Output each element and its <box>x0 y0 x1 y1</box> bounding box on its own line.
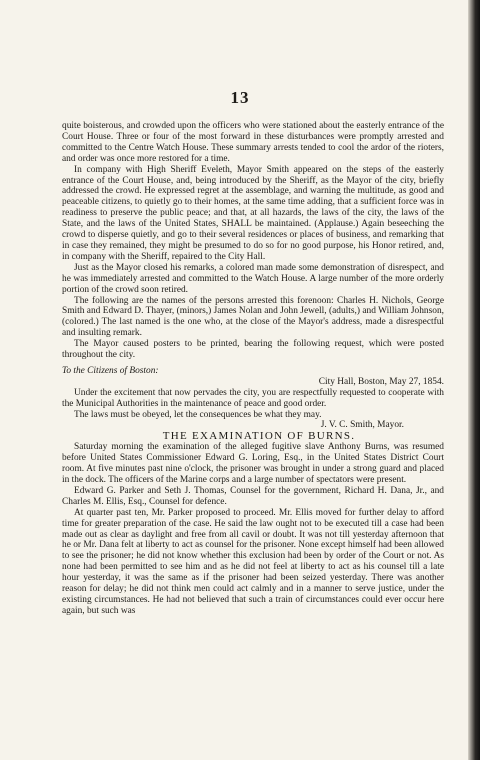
paragraph: The following are the names of the persons arrested this forenoon: Charles H. Nichols, George Smith and Edward D. Thayer, (minors,) James Nolan and John Jewell, (adults,) and William Johnson, (colored.) The last named is the one who, at the close of the Mayor's address, made a disrespectful and insulting remark. <box>62 295 444 339</box>
paragraph: At quarter past ten, Mr. Parker proposed to proceed. Mr. Ellis moved for further delay to afford time for greater preparation of the case. He said the law ought not to be executed till a case had been made out as clear as daylight and free from all cavil or doubt. It was not till yesterday afternoon that he or Mr. Dana felt at liberty to act as counsel for the prisoner. None except himself had been allowed to see the prisoner; he did not know whether this exclusion had been by order of the Court or not. As none had been permitted to see him and as he did not feel at liberty to act as his counsel till a late hour yesterday, it was the same as if the prisoner had been seized yesterday. There was another reason for delay; he did not think men could act calmly and in a manner to serve justice, under the existing circumstances. He had not believed that such a train of circumstances could ever occur here again, but such was <box>62 507 444 616</box>
paragraph: In company with High Sheriff Eveleth, Mayor Smith appeared on the steps of the easterly entrance of the Court House, and, being introduced by the Sheriff, as the Mayor of the city, briefly addressed the crowd. He expressed regret at the assemblage, and warning the multitude, as good and peaceable citizens, to quietly go to their homes, at the same time adding, that a sufficient force was in readiness to preserve the public peace; and that, at all hazards, the laws of the city, the laws of the State, and the laws of the United States, SHALL be maintained. (Applause.) Again beseeching the crowd to disperse quietly, and go to their several residences or places of business, and remarking that in case they remained, they might be presumed to do so for no good purpose, his Honor retired, and, in company with the Sheriff, repaired to the City Hall. <box>62 164 444 262</box>
notice-laws: The laws must be obeyed, let the consequences be what they may. <box>74 409 322 420</box>
paragraph: The Mayor caused posters to be printed, bearing the following request, which were posted throughout the city. <box>62 339 444 361</box>
notice-signature: J. V. C. Smith, Mayor. <box>320 420 404 431</box>
body-text <box>62 121 444 617</box>
paragraph: Edward G. Parker and Seth J. Thomas, Counsel for the government, Richard H. Dana, Jr., and Charles M. Ellis, Esq., Counsel for defence. <box>62 485 444 507</box>
paragraph: Saturday morning the examination of the alleged fugitive slave Anthony Burns, was resumed before United States Commissioner Edward G. Loring, Esq., in the United States District Court room. At five minutes past nine o'clock, the prisoner was brought in under a strong guard and placed in the dock. The officers of the Marine corps and a large number of spectators were present. <box>62 442 444 485</box>
paragraph: quite boisterous, and crowded upon the officers who were stationed about the easterly entrance of the Court House. Three or four of the most forward in these disturbances were promptly arrested and committed to the Centre Watch House. These summary arrests tended to cool the ardor of the rioters, and order was once more restored for a time. <box>62 121 444 164</box>
notice-address: To the Citizens of Boston: <box>62 365 159 376</box>
notice-body: Under the excitement that now pervades the city, you are respectfully requested to cooperate with the Municipal Authorities in the maintenance of peace and good order. <box>62 387 444 409</box>
notice-dateline: City Hall, Boston, May 27, 1854. <box>318 376 444 387</box>
page-number: 13 <box>230 88 250 107</box>
paragraph: Just as the Mayor closed his remarks, a colored man made some demonstration of disrespect, and he was immediately arrested and committed to the Watch House. A large number of the more orderly portion of the crowd soon retired. <box>62 262 444 295</box>
section-heading: THE EXAMINATION OF BURNS. <box>162 430 356 443</box>
book-binding-edge <box>468 0 480 760</box>
